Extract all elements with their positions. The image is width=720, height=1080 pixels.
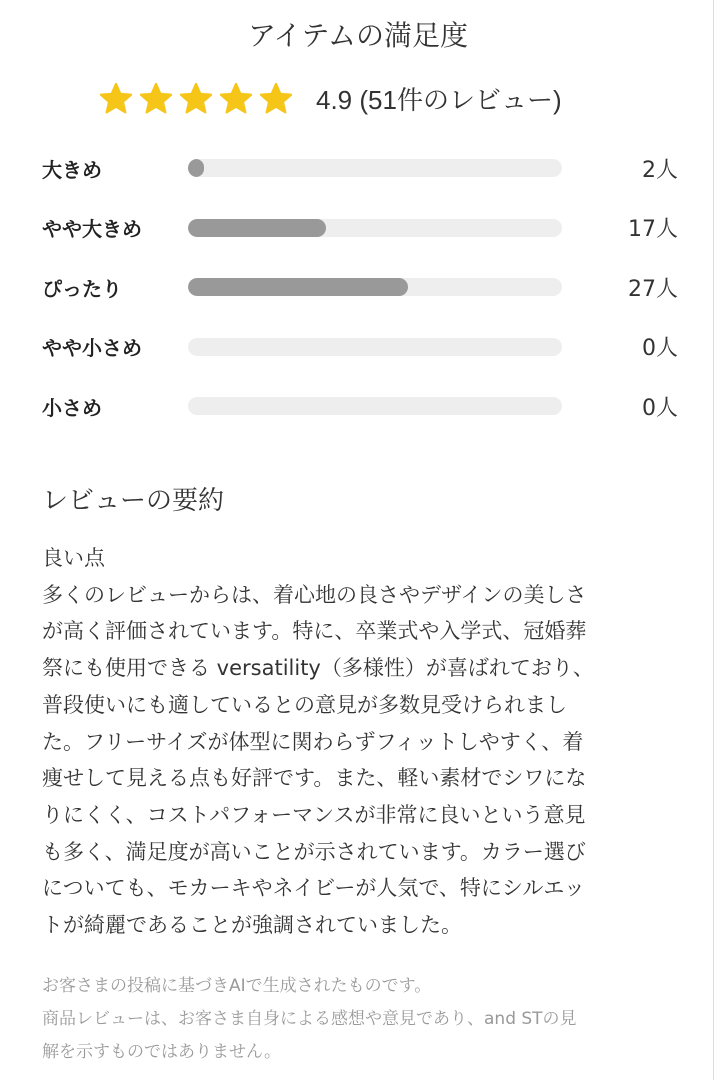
summary-line: 普段使いにも適しているとの意見が多数見受けられまし — [42, 692, 567, 717]
fit-label: 小さめ — [42, 395, 102, 420]
summary-heading: レビューの要約 — [42, 486, 225, 516]
summary-body — [42, 540, 682, 944]
star-icon — [218, 81, 254, 117]
fit-label: 大きめ — [42, 157, 102, 182]
rating-summary — [98, 80, 562, 117]
fit-row — [42, 153, 678, 183]
fit-bar — [188, 219, 562, 237]
fit-bar — [188, 159, 562, 177]
fit-count: 0人 — [642, 395, 678, 421]
fit-row — [42, 272, 678, 302]
fit-count: 17人 — [628, 217, 678, 242]
summary-line: た。フリーサイズが体型に関わらずフィットしやすく、着 — [42, 729, 584, 754]
disclaimer-line: お客さまの投稿に基づきAIで生成されたものです。 — [42, 976, 432, 996]
fit-bar-fill — [188, 278, 408, 296]
summary-line: が高く評価されています。特に、卒業式や入学式、冠婚葬 — [42, 619, 587, 644]
fit-bar — [188, 278, 562, 296]
fit-bar-fill — [188, 219, 326, 237]
fit-row — [42, 213, 678, 243]
section-title: アイテムの満足度 — [247, 19, 469, 52]
fit-label: やや大きめ — [42, 217, 142, 241]
star-icon — [258, 81, 294, 117]
fit-bar — [188, 338, 562, 356]
star-icon — [98, 81, 134, 117]
rating-score: 4.9 (51件のレビュー) — [316, 85, 562, 115]
summary-line: についても、モカーキやネイビーが人気で、特にシルエッ — [42, 876, 585, 901]
divider — [713, 0, 714, 1080]
star-icon — [138, 81, 174, 117]
fit-count: 27人 — [628, 276, 678, 302]
disclaimer-line: 解を示すものではありません。 — [42, 1042, 282, 1062]
summary-line: トが綺麗であることが強調されていました。 — [42, 913, 462, 938]
fit-count: 0人 — [642, 336, 678, 361]
summary-line: も多く、満足度が高いことが示されています。カラー選び — [42, 839, 586, 864]
fit-row — [42, 332, 678, 362]
fit-label: やや小さめ — [42, 336, 142, 360]
fit-bar — [188, 397, 562, 415]
fit-count: 2人 — [642, 157, 678, 183]
summary-line: 良い点 — [42, 546, 105, 570]
fit-label: ぴったり — [42, 276, 122, 301]
fit-row — [42, 391, 678, 421]
summary-line: りにくく、コストパフォーマンスが非常に良いという意見 — [42, 802, 586, 827]
star-rating — [98, 81, 294, 117]
disclaimer-line: 商品レビューは、お客さま自身による感想や意見であり、and STの見 — [42, 1009, 577, 1029]
fit-bar-fill — [188, 159, 204, 177]
star-icon — [178, 81, 214, 117]
summary-line: 多くのレビューからは、着心地の良さやデザインの美しさ — [42, 582, 587, 607]
ai-disclaimer — [42, 970, 577, 1069]
summary-line: 痩せして見える点も好評です。また、軽い素材でシワにな — [42, 766, 587, 791]
summary-line: 祭にも使用できる versatility（多様性）が喜ばれており、 — [42, 656, 594, 681]
